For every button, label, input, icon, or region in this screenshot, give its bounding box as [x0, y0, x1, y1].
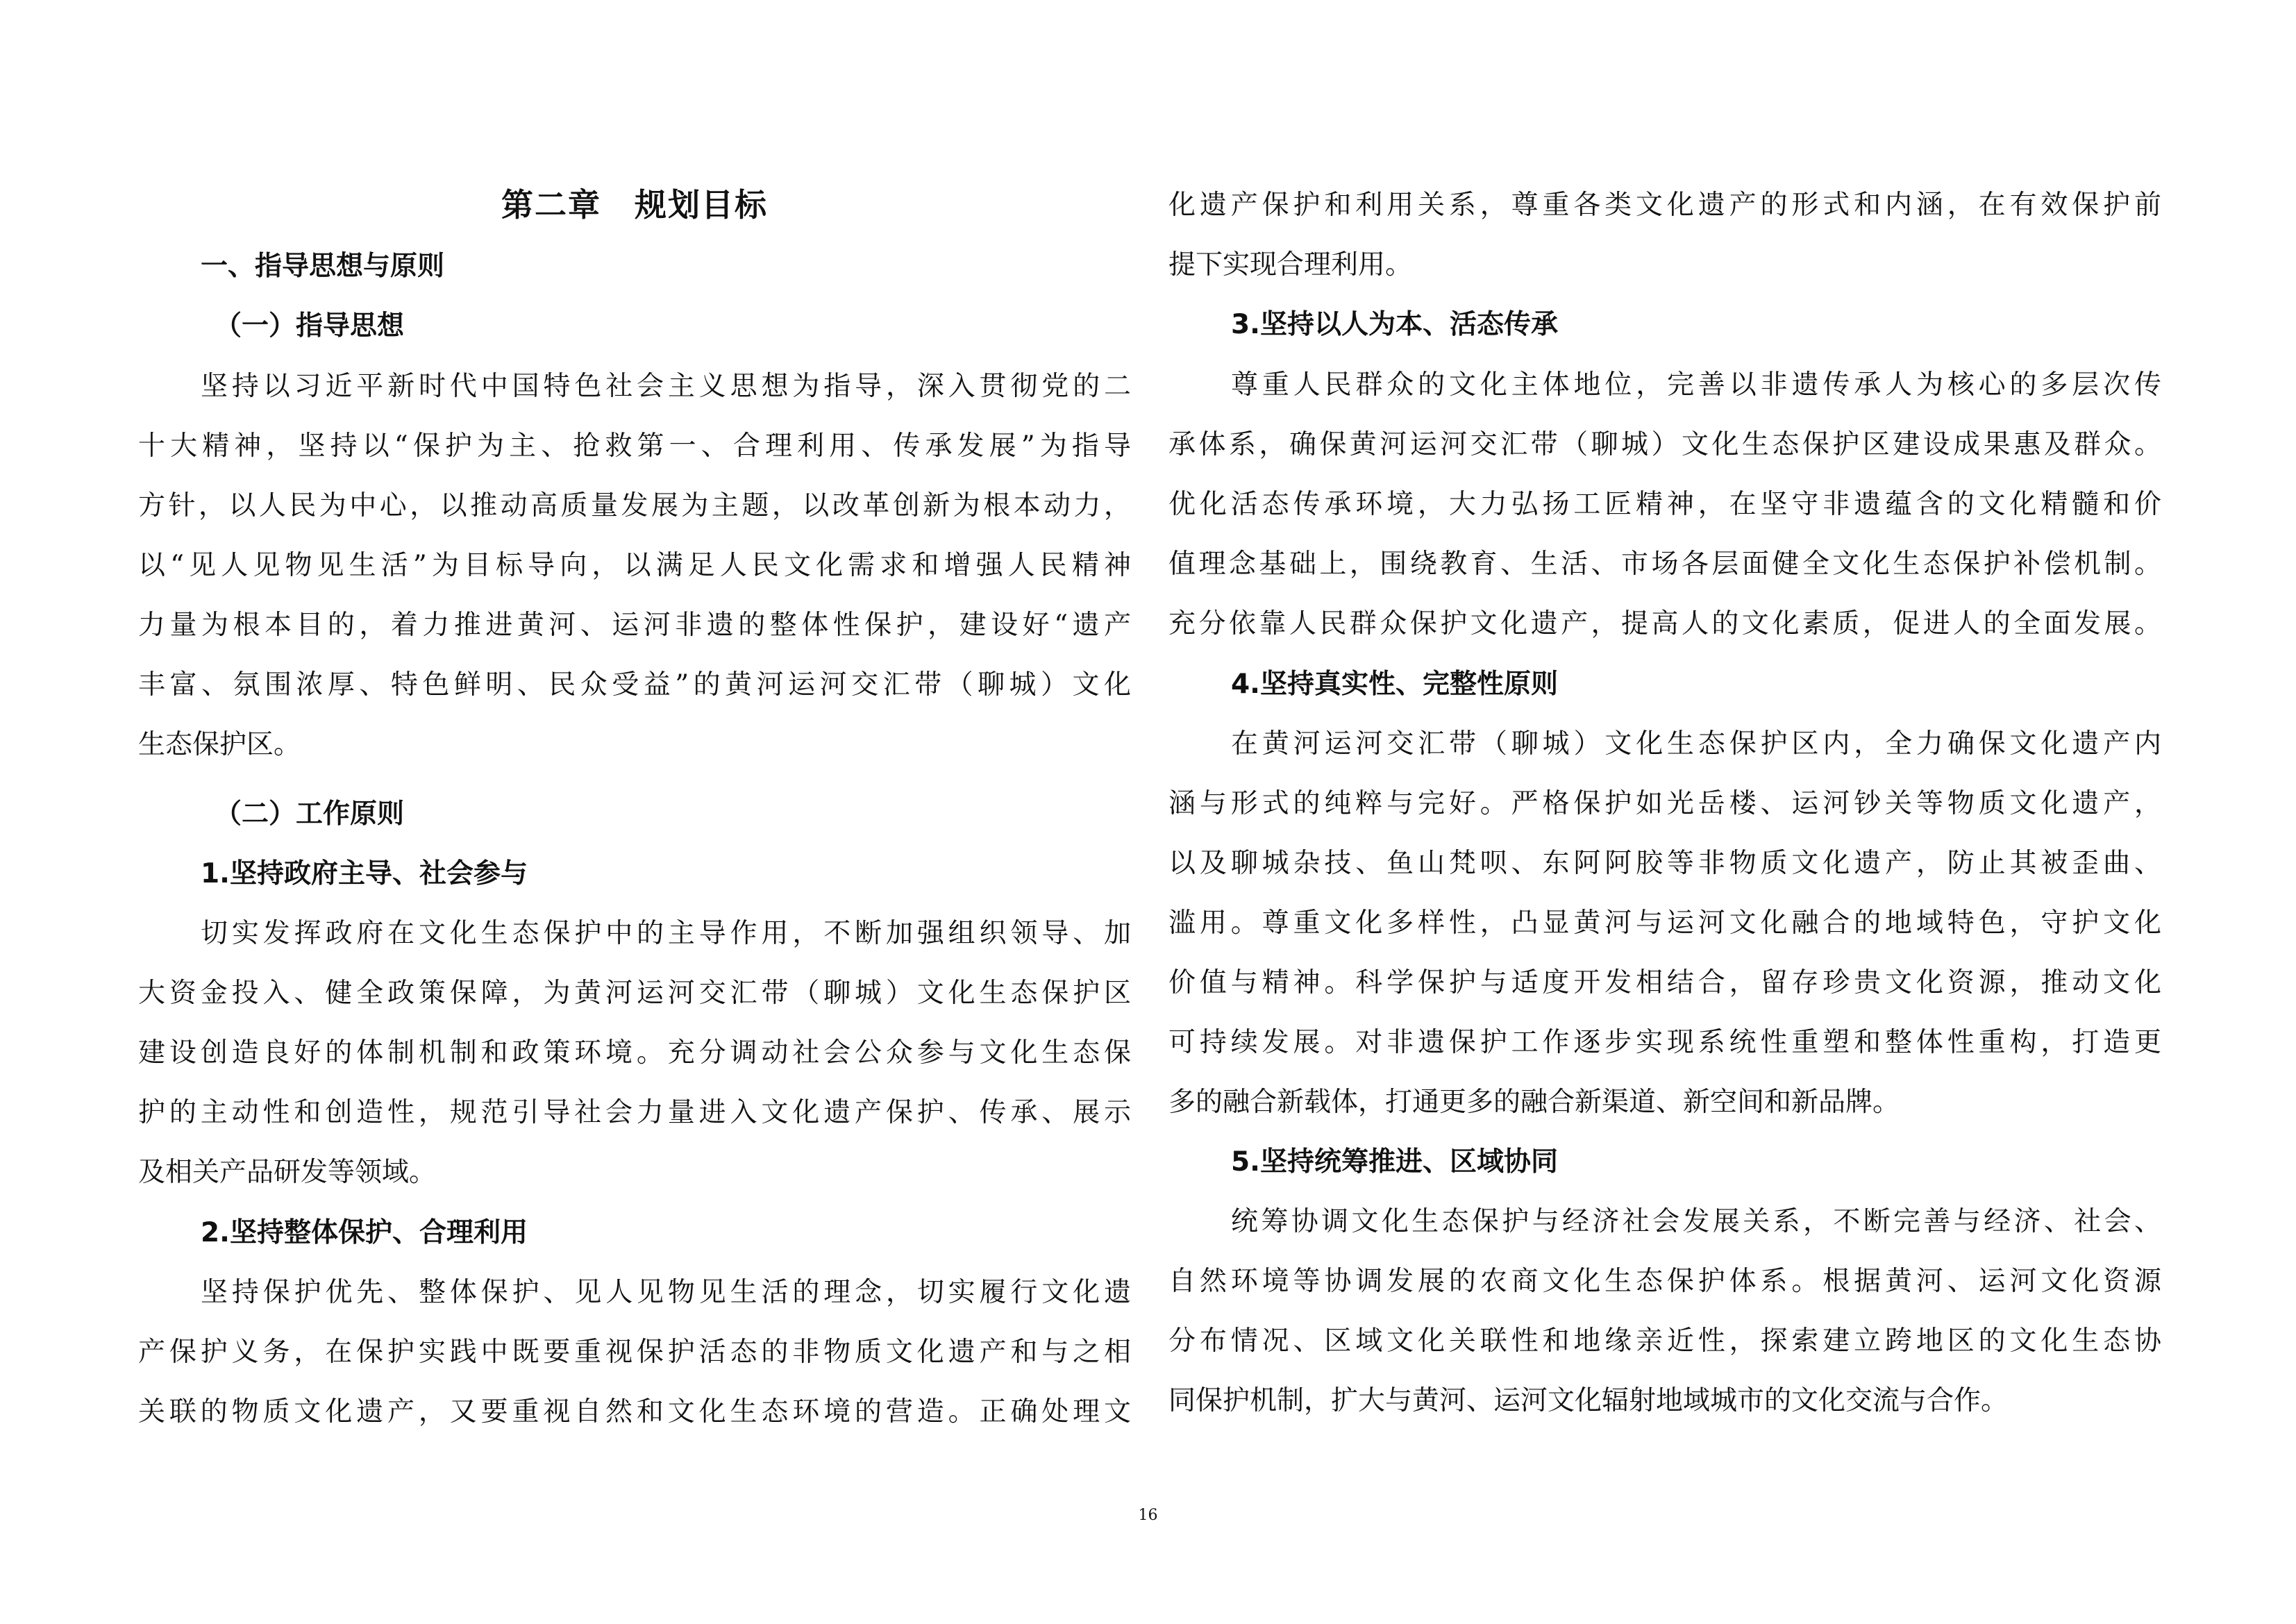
paragraph-line: 力量为根本目的，着力推进黄河、运河非遗的整体性保护，建设好“遗产	[138, 610, 1131, 641]
page-number: 16	[1138, 1507, 1158, 1524]
right-column	[1168, 0, 2161, 1624]
paragraph-line: 滥用。尊重文化多样性，凸显黄河与运河文化融合的地域特色，守护文化	[1168, 907, 2161, 939]
paragraph-line: 丰富、氛围浓厚、特色鲜明、民众受益”的黄河运河交汇带（聊城）文化	[138, 669, 1131, 701]
paragraph-line: 生态保护区。	[138, 729, 301, 760]
paragraph-line: 值理念基础上，围绕教育、生活、市场各层面健全文化生态保护补偿机制。	[1168, 549, 2161, 580]
paragraph-line: 多的融合新载体，打通更多的融合新渠道、新空间和新品牌。	[1168, 1087, 1900, 1118]
section-heading: 一、指导思想与原则	[201, 251, 445, 282]
paragraph-line: 大资金投入、健全政策保障，为黄河运河交汇带（聊城）文化生态保护区	[138, 978, 1131, 1009]
paragraph-line: 化遗产保护和利用关系，尊重各类文化遗产的形式和内涵，在有效保护前	[1168, 190, 2161, 221]
paragraph-line: 建设创造良好的体制机制和政策环境。充分调动社会公众参与文化生态保	[138, 1037, 1131, 1069]
paragraph-line: 在黄河运河交汇带（聊城）文化生态保护区内，全力确保文化遗产内	[1231, 728, 2161, 760]
principle-heading: 2.坚持整体保护、合理利用	[201, 1217, 528, 1248]
paragraph-line: 及相关产品研发等领域。	[138, 1157, 437, 1188]
paragraph-line: 尊重人民群众的文化主体地位，完善以非遗传承人为核心的多层次传	[1231, 369, 2161, 401]
subsection-heading: （一）指导思想	[215, 310, 405, 342]
paragraph-line: 自然环境等协调发展的农商文化生态保护体系。根据黄河、运河文化资源	[1168, 1266, 2161, 1297]
paragraph-line: 统筹协调文化生态保护与经济社会发展关系，不断完善与经济、社会、	[1231, 1206, 2161, 1237]
paragraph-line: 分布情况、区域文化关联性和地缘亲近性，探索建立跨地区的文化生态协	[1168, 1325, 2161, 1357]
chapter-title: 第二章 规划目标	[501, 186, 768, 224]
paragraph-line: 产保护义务，在保护实践中既要重视保护活态的非物质文化遗产和与之相	[138, 1337, 1131, 1368]
principle-heading: 4.坚持真实性、完整性原则	[1231, 669, 1558, 700]
principle-heading: 3.坚持以人为本、活态传承	[1231, 309, 1558, 340]
paragraph-line: 充分依靠人民群众保护文化遗产，提高人的文化素质，促进人的全面发展。	[1168, 608, 2161, 639]
subsection-heading: （二）工作原则	[215, 798, 405, 830]
paragraph-line: 护的主动性和创造性，规范引导社会力量进入文化遗产保护、传承、展示	[138, 1097, 1131, 1128]
paragraph-line: 涵与形式的纯粹与完好。严格保护如光岳楼、运河钞关等物质文化遗产，	[1168, 788, 2161, 819]
paragraph-line: 关联的物质文化遗产，又要重视自然和文化生态环境的营造。正确处理文	[138, 1396, 1131, 1428]
paragraph-line: 坚持以习近平新时代中国特色社会主义思想为指导，深入贯彻党的二	[201, 371, 1131, 402]
paragraph-line: 方针，以人民为中心，以推动高质量发展为主题，以改革创新为根本动力，	[138, 490, 1131, 521]
principle-heading: 5.坚持统筹推进、区域协同	[1231, 1146, 1558, 1178]
paragraph-line: 坚持保护优先、整体保护、见人见物见生活的理念，切实履行文化遗	[201, 1277, 1131, 1308]
principle-heading: 1.坚持政府主导、社会参与	[201, 858, 528, 889]
paragraph-line: 以“见人见物见生活”为目标导向，以满足人民文化需求和增强人民精神	[138, 550, 1131, 581]
paragraph-line: 价值与精神。科学保护与适度开发相结合，留存珍贵文化资源，推动文化	[1168, 967, 2161, 998]
paragraph-line: 承体系，确保黄河运河交汇带（聊城）文化生态保护区建设成果惠及群众。	[1168, 429, 2161, 460]
paragraph-line: 优化活态传承环境，大力弘扬工匠精神，在坚守非遗蕴含的文化精髓和价	[1168, 489, 2161, 520]
paragraph-line: 同保护机制，扩大与黄河、运河文化辐射地域城市的文化交流与合作。	[1168, 1385, 2009, 1416]
paragraph-line: 提下实现合理利用。	[1168, 249, 1413, 281]
paragraph-line: 以及聊城杂技、鱼山梵呗、东阿阿胶等非物质文化遗产，防止其被歪曲、	[1168, 848, 2161, 879]
paragraph-line: 十大精神，坚持以“保护为主、抢救第一、合理利用、传承发展”为指导	[138, 430, 1131, 462]
left-column	[138, 0, 1131, 1624]
paragraph-line: 切实发挥政府在文化生态保护中的主导作用，不断加强组织领导、加	[201, 918, 1131, 949]
paragraph-line: 可持续发展。对非遗保护工作逐步实现系统性重塑和整体性重构，打造更	[1168, 1027, 2161, 1058]
